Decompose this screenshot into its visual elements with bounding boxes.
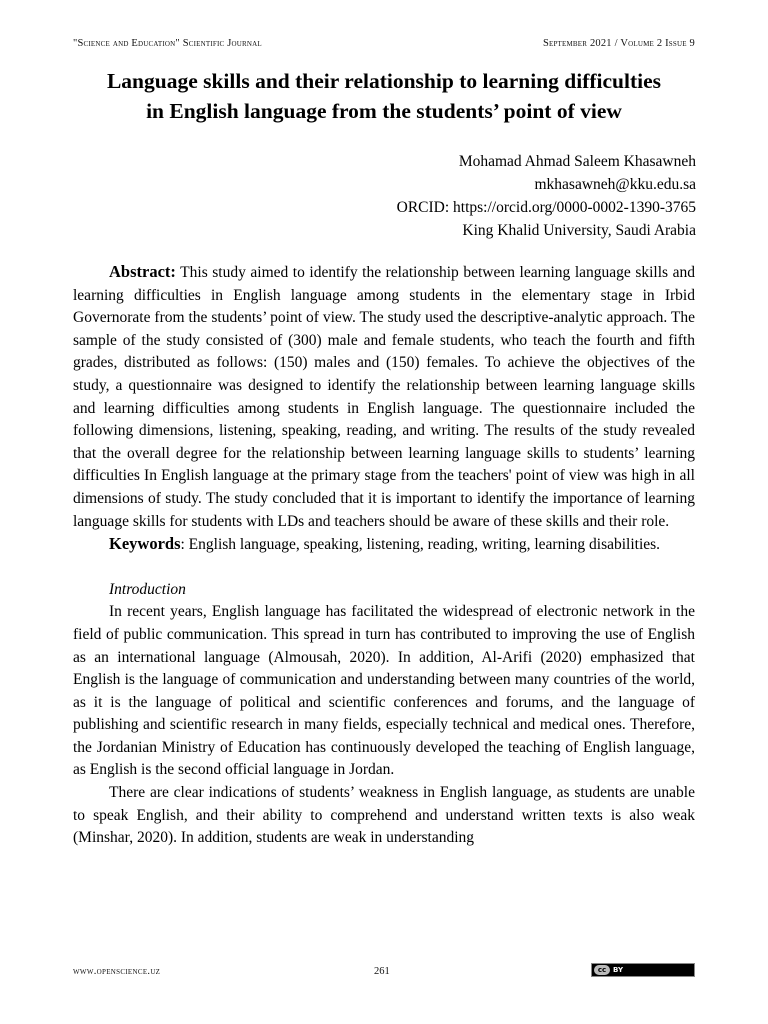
website-link[interactable]: www.openscience.uz	[73, 966, 161, 977]
introduction-paragraph-2: There are clear indications of students’ weakness in English language, as students are unable to speak English, and their ability to comprehend and understand written texts is also weak (Minshar, 2020). In addition, students are weak in understanding	[73, 784, 695, 847]
author-block	[397, 150, 696, 242]
cc-license-badge[interactable]	[591, 963, 695, 977]
title-line-1: Language skills and their relationship to learning difficulties	[106, 69, 662, 93]
running-header	[73, 38, 695, 49]
introduction-paragraph-1: In recent years, English language has facilitated the widespread of electronic network in the field of public communication. This spread in turn has contributed to improving the use of English as an international language (Almousah, 2020). In addition, Al-Arifi (2020) emphasized that English is the language of communication and understanding between many countries of the world, as it is the language of political and scientific conferences and forums, and the language of publishing and scientific research in many fields, especially technical and medical ones. Therefore, the Jordanian Ministry of Education has continuously developed the teaching of English language, as English is the second official language in Jordan.	[73, 603, 695, 779]
title-line-2: in English language from the students’ point of view	[146, 99, 622, 123]
body-text	[73, 261, 695, 850]
introduction-heading: Introduction	[109, 580, 186, 598]
page-number: 261	[374, 966, 390, 977]
journal-name: "Science and Education" Scientific Journal	[73, 38, 262, 49]
keywords-label: Keywords	[109, 534, 181, 554]
paper-title	[60, 66, 708, 126]
license-by-label: BY	[613, 966, 624, 974]
section-gap	[73, 557, 695, 579]
keywords-paragraph	[73, 533, 695, 557]
abstract-label: Abstract:	[109, 262, 176, 281]
abstract-text: This study aimed to identify the relationship between learning language skills and learning difficulties in English language among students in the elementary stage in Irbid Governorate from the students’ point of view. The study used the descriptive-analytic approach. The sample of the study consisted of (300) male and female students, who teach the fourth and fifth grades, distributed as follows: (150) males and (150) females. To achieve the objectives of the study, a questionnaire was designed to identify the relationship between learning language skills and learning difficulties among students in English language. The questionnaire included the following dimensions, listening, speaking, reading, and writing. The results of the study revealed that the overall degree for the relationship between learning language skills to students’ learning difficulties In English language at the primary stage from the teachers' point of view was high in all dimensions of study. The study concluded that it is important to identify the importance of learning language skills for students with LDs and teachers should be aware of these skills and their role.	[73, 264, 695, 530]
keywords-text: : English language, speaking, listening, reading, writing, learning disabilities.	[180, 536, 661, 554]
author-name: Mohamad Ahmad Saleem Khasawneh	[458, 153, 696, 170]
page-footer	[73, 966, 695, 982]
author-email: mkhasawneh@kku.edu.sa	[534, 176, 696, 193]
author-orcid: ORCID: https://orcid.org/0000-0002-1390-3765	[396, 199, 696, 216]
cc-icon: cc	[594, 965, 610, 975]
issue-info: September 2021 / Volume 2 Issue 9	[542, 38, 695, 49]
author-affiliation: King Khalid University, Saudi Arabia	[462, 222, 696, 239]
abstract-paragraph	[73, 261, 695, 533]
